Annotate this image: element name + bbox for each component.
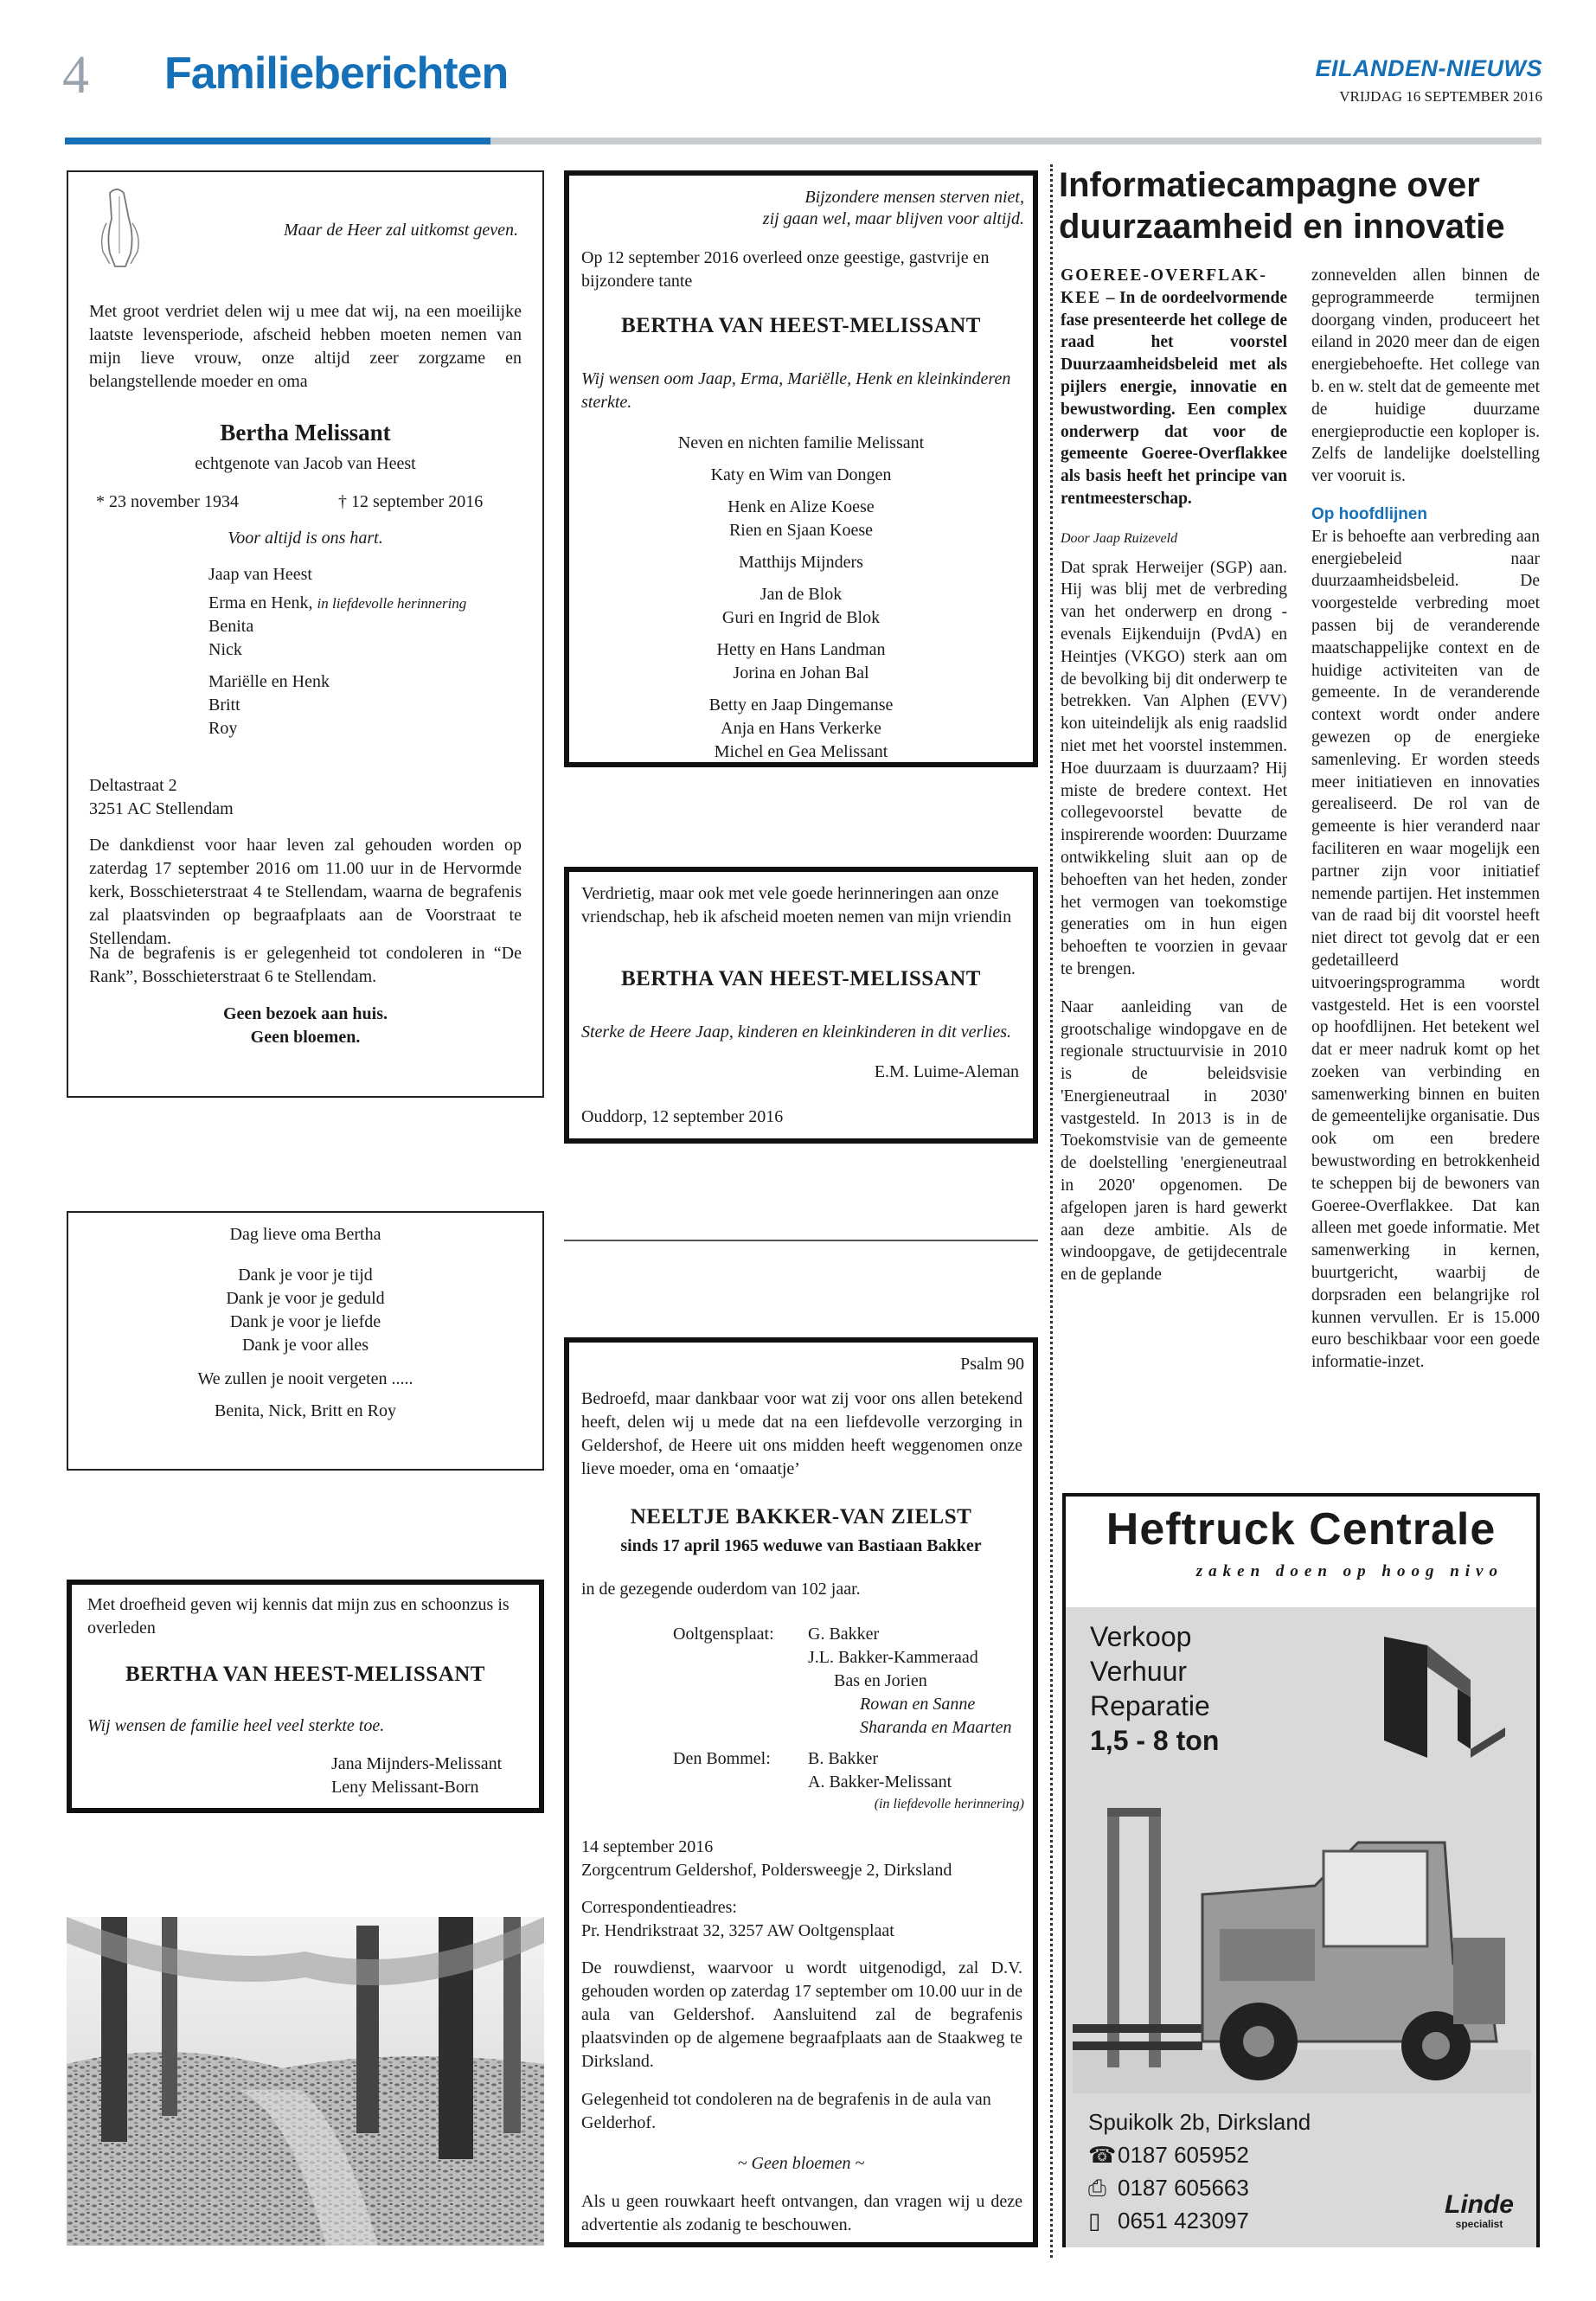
- age-line: in de gezegende ouderdom van 102 jaar.: [581, 1580, 861, 1599]
- service-text: De dankdienst voor haar leven zal gehouden worden op zaterdag 17 september 2016 om 11.00 uur in de Hervormde kerk, Bosschieterstraat 4 te Stellendam, waarna de begrafenis zal plaatsvinden op begraafplaats aan de Voorstraat te Stellendam.: [89, 836, 522, 948]
- thanks-line: Dank je voor alles: [241, 1336, 369, 1355]
- article-paragraph: Er is behoefte aan verbreding aan energiebeleid naar duurzaamheidsbeleid. De voorgestelde verbreding moet passen bij de veranderende maatschappelijke context en de huidige activiteiten van de gemeente. In de veranderende context wordt onder andere gewezen op de energieke samenleving. Er worden steeds meer initiatieven en innovaties gerealiseerd. De rol van de gemeente is hier veranderd naar faciliteren en waar mogelijk een partner zijn voor initiatief nemende partijen. Het instemmen van de raad bij dit voorstel heeft niet direct tot gevolg dat er een gedetailleerd uitvoeringsprogramma wordt vastgesteld. Het is een voorstel op hoofdlijnen. Het betekent wel dat er meer nadruk komt op het zoeken van verbinding en samenwerking binnen en buiten de gemeentelijke organisatie. Dus ook om een bredere bewustwording en betrokkenheid te scheppen bij de bewoners van Goeree-Overflakkee. Dat kan alleen met goede informatie. Met samenwerking in kernen, buurtgericht, waarbij de dorpsraden een belangrijke rol kunnen vervullen. Er is 15.000 euro beschikbaar voor een goede informatie-inzet.: [1311, 527, 1540, 1372]
- deceased-name: Bertha Melissant: [220, 420, 391, 445]
- obituary-neeltje-bakker: [564, 1337, 1038, 2247]
- service-item: Reparatie: [1090, 1690, 1210, 1721]
- family-line: Henk en Alize Koese: [727, 497, 875, 516]
- thanks-line: Dank je voor je liefde: [229, 1312, 381, 1331]
- byline: Door Jaap Ruizeveld: [1061, 530, 1178, 546]
- family-line: Jorina en Johan Bal: [733, 663, 869, 683]
- fax-icon: ⎙: [1088, 2175, 1106, 2201]
- correspondence-label: Correspondentieadres:: [581, 1898, 737, 1917]
- family-line: Rien en Sjaan Koese: [728, 521, 874, 540]
- family-line: Bas en Jorien: [834, 1671, 927, 1690]
- advert-address: Spuikolk 2b, Dirksland: [1088, 2109, 1311, 2135]
- article-paragraph: Dat sprak Herweijer (SGP) aan. Hij was blij met de verbreding van het onderwerp en drong - evenals Eijkenduijn (PvdA) en Heintjes (VKGO) sterk aan om de bevolking bij dit onderwerp te betrekken. Van Alphen (EVV) kon uiteindelijk als enig raadslid niet met het voorstel instemmen. Hoe duurzaam is duurzaam? Hij miste de bredere context. Het collegevoorstel bevatte de inspirerende woorden: Duurzame ontwikkeling sluit aan op de behoeften van het heden, zonder het vermogen van toekomstige generaties om in hun eigen behoeften te voorzien in gevaar te brengen.: [1061, 558, 1287, 978]
- mobile-number: 0651 423097: [1118, 2208, 1249, 2234]
- heart-line: Voor altijd is ons hart.: [228, 529, 383, 548]
- deceased-name: BERTHA VAN HEEST-MELISSANT: [125, 1663, 485, 1686]
- article-column-1: [1061, 265, 1287, 1286]
- birth-date: * 23 november 1934: [96, 492, 239, 511]
- deceased-name: BERTHA VAN HEEST-MELISSANT: [621, 967, 981, 990]
- family-line: G. Bakker: [808, 1625, 880, 1644]
- obituary-sister: [67, 1580, 544, 1813]
- family-line: Michel en Gea Melissant: [714, 742, 888, 761]
- article-subhead: Op hoofdlijnen: [1311, 504, 1428, 523]
- family-note: (in liefdevolle herinnering): [874, 1797, 1024, 1811]
- family-line: A. Bakker-Melissant: [808, 1772, 952, 1791]
- no-visit-line: Geen bezoek aan huis.: [222, 1004, 388, 1023]
- condole-text: Gelegenheid tot condoleren na de begrafenis in de aula van Gelderhof.: [581, 2090, 991, 2132]
- signature-line: E.M. Luime-Aleman: [874, 1062, 1019, 1081]
- address-line: Deltastraat 2: [89, 776, 177, 795]
- obituary-bertha-melissant: [67, 170, 544, 1098]
- advert-title: Heftruck Centrale: [1106, 1504, 1497, 1554]
- obituary-friend: [564, 867, 1038, 1144]
- wish-line: Wij wensen oom Jaap, Erma, Mariëlle, Henk en kleinkinderen sterkte.: [581, 369, 1011, 412]
- intro-text: Met droefheid geven wij kennis dat mijn zus en schoonzus is overleden: [87, 1595, 510, 1638]
- linde-logo: [1436, 2192, 1522, 2230]
- family-line: Erma en Henk,: [208, 593, 313, 612]
- quote-line: Bijzondere mensen sterven niet,: [804, 188, 1024, 207]
- header-rule-gray: [490, 138, 1542, 144]
- deceased-name: BERTHA VAN HEEST-MELISSANT: [621, 314, 981, 337]
- motto: Maar de Heer zal uitkomst geven.: [283, 221, 518, 240]
- thanks-line: Dank je voor je geduld: [226, 1289, 385, 1308]
- article-lead: – In de oordeelvormende fase presenteerde het college de raad het voorstel Duurzaamheidsbeleid met als pijlers energie, innovatie en bewustwording. Een complex onderwerp dat voor de gemeente Goeree-Overflakkee als basis heeft het principe van rentmeesterschap.: [1061, 288, 1287, 508]
- signature-line: Jana Mijnders-Melissant: [331, 1754, 503, 1773]
- signature-line: Benita, Nick, Britt en Roy: [215, 1401, 396, 1420]
- advert-tagline: zaken doen op hoog nivo: [1195, 1562, 1503, 1580]
- family-line: Sharanda en Maarten: [860, 1718, 1012, 1737]
- wish-line: Sterke de Heere Jaap, kinderen en kleinkinderen in dit verlies.: [581, 1022, 1012, 1042]
- article-title: Informatiecampagne over duurzaamheid en innovatie: [1059, 166, 1505, 246]
- notice-text: Als u geen rouwkaart heeft ontvangen, dan vragen wij u deze advertentie als zodanig te beschouwen.: [581, 2192, 1022, 2234]
- service-text: De rouwdienst, waarvoor u wordt uitgenodigd, zal D.V. gehouden worden op zaterdag 17 september om 10.00 uur in de aula van Geldershof. Aansluitend zal de begrafenis plaatsvinden op de algemene begraafplaats aan de Staakweg te Dirksland.: [581, 1958, 1022, 2071]
- family-list: [808, 1623, 1012, 1740]
- section-title: Familieberichten: [164, 48, 509, 99]
- family-line: Katy en Wim van Dongen: [710, 465, 892, 484]
- services-list: [1090, 1619, 1219, 1758]
- intro-text: Verdrietig, maar ook met vele goede herinneringen aan onze vriendschap, heb ik afscheid moeten nemen van mijn vriendin: [581, 884, 1012, 926]
- spouse-line: echtgenote van Jacob van Heest: [195, 454, 416, 473]
- death-date: † 12 september 2016: [338, 492, 484, 511]
- partner-sub: specialist: [1455, 2218, 1503, 2230]
- mobile-icon: ▯: [1088, 2208, 1101, 2234]
- intro-text: Met groot verdriet delen wij u mee dat wij, na een moeilijke laatste levensperiode, afscheid hebben moeten nemen van mijn lieve vrouw, onze altijd zeer zorgzame en belangstellende moeder en oma: [89, 302, 522, 391]
- issue-date: VRIJDAG 16 SEPTEMBER 2016: [1339, 88, 1542, 105]
- intro-text: Bedroefd, maar dankbaar voor wat zij voor ons allen betekend heeft, delen wij u mede dat na een liefdevolle verzorging in Geldershof, de Heere uit ons midden heeft weggenomen onze lieve moeder, oma en ‘omaatje’: [581, 1389, 1022, 1478]
- forklift-photo: [1073, 1791, 1531, 2093]
- thanks-line: Dank je voor je tijd: [238, 1266, 373, 1285]
- place-date: Ouddorp, 12 september 2016: [581, 1107, 784, 1126]
- quote-line: zij gaan wel, maar blijven voor altijd.: [762, 209, 1024, 228]
- column-divider-dotted: [1050, 164, 1053, 2258]
- company-logo-icon: [1375, 1628, 1514, 1766]
- family-list: [808, 1747, 1024, 1815]
- family-line: J.L. Bakker-Kammeraad: [808, 1648, 978, 1667]
- service-item: Verhuur: [1090, 1656, 1188, 1687]
- address-line: 3251 AC Stellendam: [89, 799, 234, 818]
- family-line: Roy: [208, 719, 238, 738]
- family-line: Hetty en Hans Landman: [716, 640, 886, 659]
- family-line: Jan de Blok: [760, 585, 843, 604]
- phone-number: 0187 605952: [1118, 2142, 1249, 2168]
- article-paragraph: Naar aanleiding van de grootschalige windopgave en de regionale structuurvisie in 2010 is de beleidsvisie 'Energieneutraal in 2030' vastgesteld. In 2013 is in de Toekomstvisie van de gemeente de doelstelling 'energieneutraal in 2020' opgenomen. De afgelopen jaren is hard gewerkt aan deze ambitie. Als de windoopgave, de getijdecentrale en de geplande: [1061, 997, 1287, 1285]
- never-forget-line: We zullen je nooit vergeten .....: [197, 1369, 413, 1388]
- family-line: Guri en Ingrid de Blok: [721, 608, 881, 627]
- article-paragraph: zonnevelden allen binnen de geprogrammeerde termijnen doorgang vinden, produceert het eiland in 2020 meer dan de eigen energiebehoefte. Het college van b. en w. stelt dat de gemeente met de huidige duurzame energieproductie een koploper is. Zelfs de landelijke doelstelling ver vooruit is.: [1311, 266, 1540, 486]
- place-label: Ooltgensplaat:: [673, 1625, 774, 1644]
- family-line: B. Bakker: [808, 1749, 879, 1768]
- condole-text: Na de begrafenis is er gelegenheid tot condoleren in “De Rank”, Bosschieterstraat 6 te Stellendam.: [89, 944, 522, 986]
- family-line: Matthijs Mijnders: [739, 553, 863, 572]
- family-line: Neven en nichten familie Melissant: [677, 433, 925, 452]
- location-line: Zorgcentrum Geldershof, Poldersweegje 2, Dirksland: [581, 1861, 952, 1880]
- no-flowers-line: Geen bloemen.: [250, 1028, 361, 1047]
- family-line: Rowan en Sanne: [860, 1695, 976, 1714]
- family-line: Jaap van Heest: [208, 565, 312, 584]
- grandchildren-message: [67, 1211, 544, 1471]
- greeting-line: Dag lieve oma Bertha: [229, 1225, 381, 1244]
- newspaper-logo: EILANDEN-NIEUWS: [1315, 55, 1542, 81]
- article-column-2: [1311, 265, 1540, 1374]
- service-item: Verkoop: [1090, 1621, 1192, 1652]
- header-rule-blue: [65, 138, 490, 144]
- correspondence-address: Pr. Hendrikstraat 32, 3257 AW Ooltgensplaat: [581, 1921, 894, 1940]
- psalm-ref: Psalm 90: [960, 1355, 1024, 1374]
- family-line: Mariëlle en Henk: [208, 672, 330, 691]
- no-flowers-line: ~ Geen bloemen ~: [737, 2154, 865, 2173]
- intro-text: Op 12 september 2016 overleed onze geestige, gastvrije en bijzondere tante: [581, 248, 990, 291]
- autumn-forest-photo: [67, 1917, 544, 2246]
- family-list: [208, 563, 537, 740]
- column-divider: [564, 1240, 1038, 1241]
- family-line: Britt: [208, 695, 240, 715]
- family-line: Betty en Jaap Dingemanse: [708, 695, 894, 715]
- partner-name: Linde: [1445, 2190, 1514, 2219]
- widow-line: sinds 17 april 1965 weduwe van Bastiaan Bakker: [620, 1536, 982, 1555]
- capacity-range: 1,5 - 8 ton: [1090, 1725, 1220, 1756]
- contact-block: [1088, 2106, 1311, 2237]
- page-number: 4: [62, 46, 89, 105]
- date-line: 14 september 2016: [581, 1837, 714, 1856]
- signature-line: Leny Melissant-Born: [331, 1778, 479, 1797]
- family-list: [569, 432, 1033, 764]
- dateline-kicker: GOEREE-OVERFLAK-KEE: [1061, 266, 1267, 307]
- fax-number: 0187 605663: [1118, 2175, 1249, 2201]
- wish-line: Wij wensen de familie heel veel sterkte toe.: [87, 1716, 385, 1735]
- obituary-nephews-nieces: [564, 170, 1038, 767]
- family-note: in liefdevolle herinnering: [317, 595, 467, 612]
- place-label: Den Bommel:: [673, 1749, 771, 1768]
- family-line: Anja en Hans Verkerke: [721, 719, 881, 738]
- deceased-name: NEELTJE BAKKER-VAN ZIELST: [630, 1505, 972, 1529]
- family-line: Benita: [208, 617, 254, 636]
- family-line: Nick: [208, 640, 242, 659]
- phone-icon: ☎: [1088, 2142, 1117, 2168]
